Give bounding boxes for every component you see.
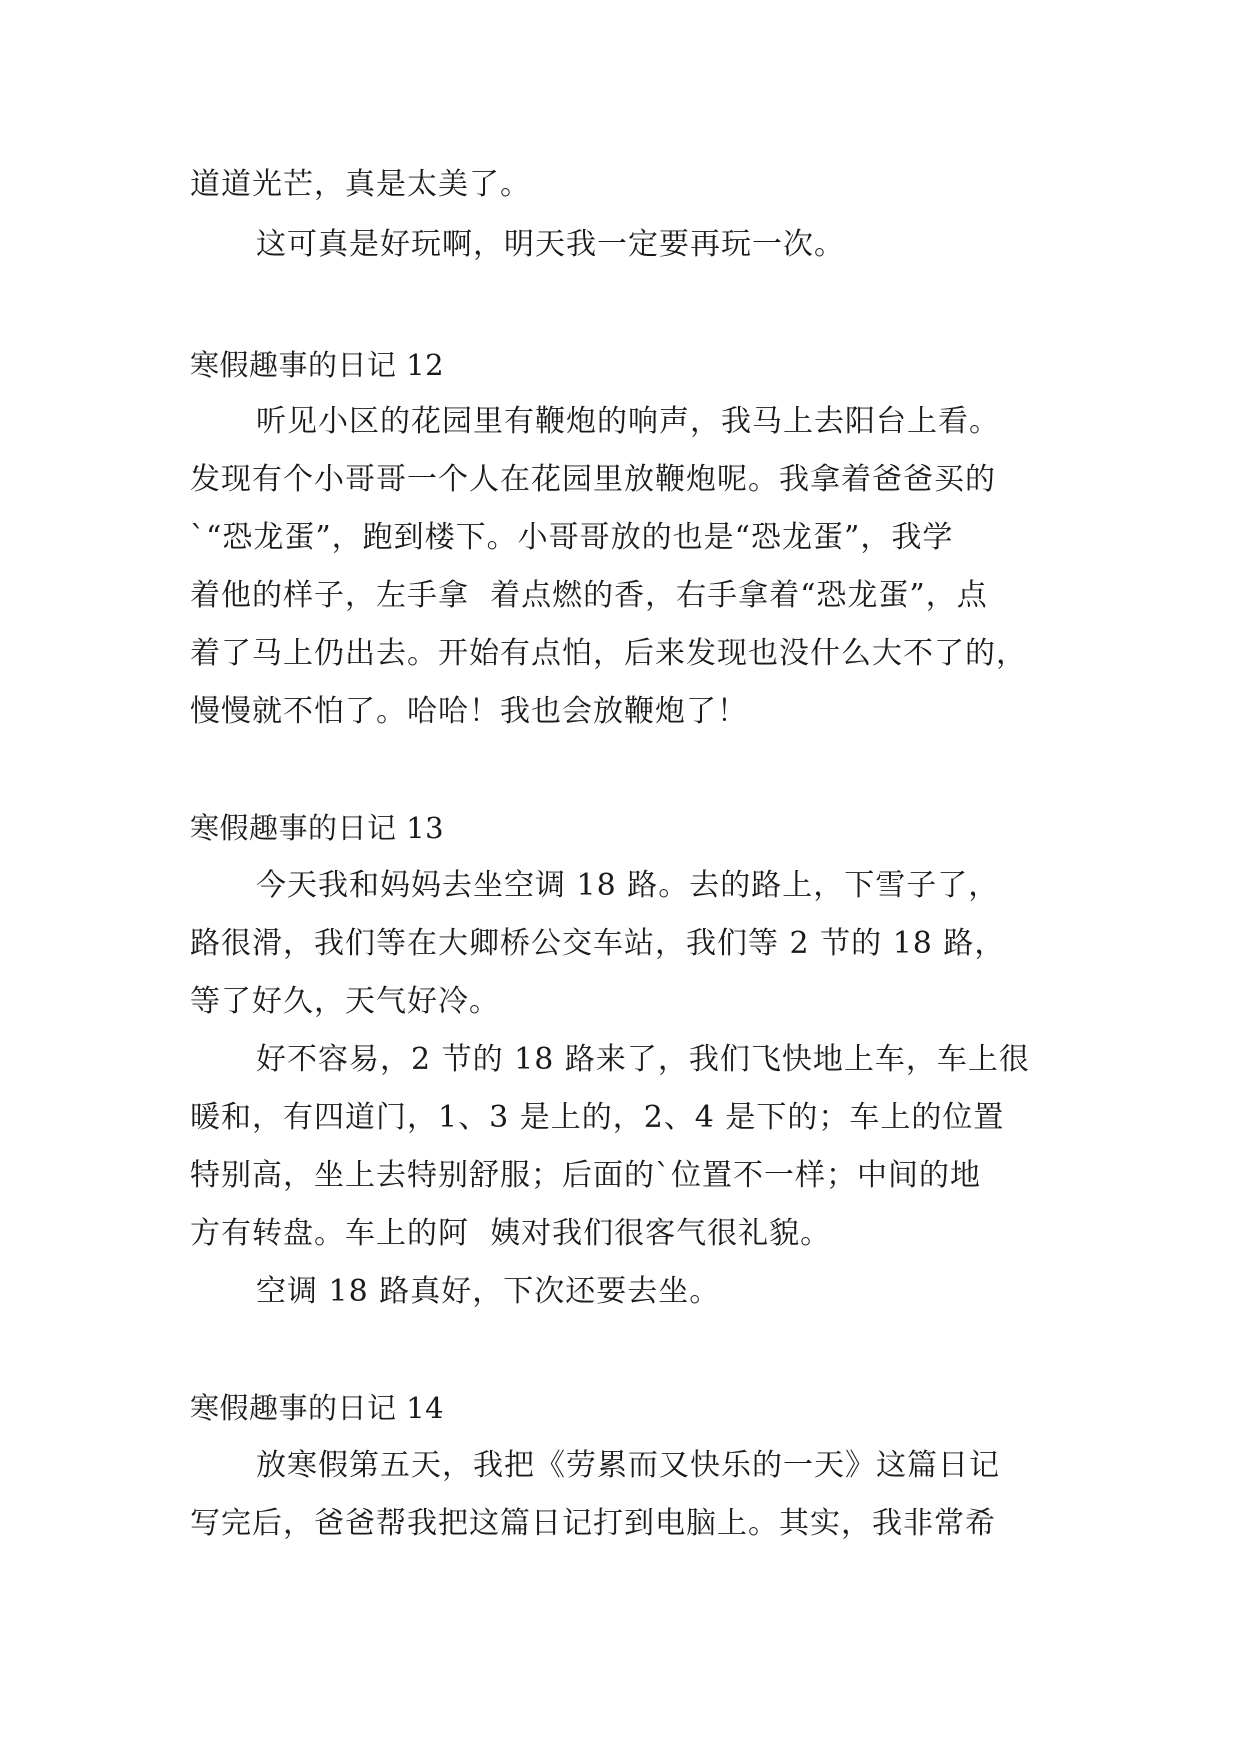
paragraph-line: 方有转盘。车上的阿 姨对我们很客气很礼貌。 bbox=[190, 1216, 832, 1251]
paragraph-line: 发现有个小哥哥一个人在花园里放鞭炮呢。我拿着爸爸买的 bbox=[190, 462, 996, 497]
paragraph-line: 这可真是好玩啊，明天我一定要再玩一次。 bbox=[256, 227, 845, 262]
paragraph-line: 着了马上仍出去。开始有点怕，后来发现也没什么大不了的， bbox=[190, 636, 1027, 671]
paragraph-line: 暖和，有四道门，1、3 是上的，2、4 是下的；车上的位置 bbox=[190, 1100, 1005, 1135]
entry-title: 寒假趣事的日记 12 bbox=[190, 348, 445, 382]
paragraph-line: 道道光芒，真是太美了。 bbox=[190, 167, 531, 202]
entry-title: 寒假趣事的日记 13 bbox=[190, 811, 445, 845]
paragraph-line: 慢慢就不怕了。哈哈！我也会放鞭炮了！ bbox=[190, 694, 748, 729]
paragraph-line: 着他的样子，左手拿 着点燃的香，右手拿着“恐龙蛋”，点 bbox=[190, 578, 988, 613]
paragraph-line: 好不容易，2 节的 18 路来了，我们飞快地上车，车上很 bbox=[256, 1042, 1030, 1077]
paragraph-line: 空调 18 路真好，下次还要去坐。 bbox=[256, 1274, 721, 1309]
paragraph-line: 放寒假第五天，我把《劳累而又快乐的一天》这篇日记 bbox=[256, 1448, 1000, 1483]
paragraph-line: 等了好久，天气好冷。 bbox=[190, 984, 500, 1019]
paragraph-line: 今天我和妈妈去坐空调 18 路。去的路上，下雪子了， bbox=[256, 868, 1000, 903]
paragraph-line: 路很滑，我们等在大卿桥公交车站，我们等 2 节的 18 路， bbox=[190, 926, 1006, 961]
paragraph-line: `“恐龙蛋”，跑到楼下。小哥哥放的也是“恐龙蛋”，我学 bbox=[190, 520, 954, 555]
paragraph-line: 听见小区的花园里有鞭炮的响声，我马上去阳台上看。 bbox=[256, 404, 1000, 439]
paragraph-line: 写完后，爸爸帮我把这篇日记打到电脑上。其实，我非常希 bbox=[190, 1506, 996, 1541]
paragraph-line: 特别高，坐上去特别舒服；后面的`位置不一样；中间的地 bbox=[190, 1158, 981, 1193]
entry-title: 寒假趣事的日记 14 bbox=[190, 1391, 445, 1425]
